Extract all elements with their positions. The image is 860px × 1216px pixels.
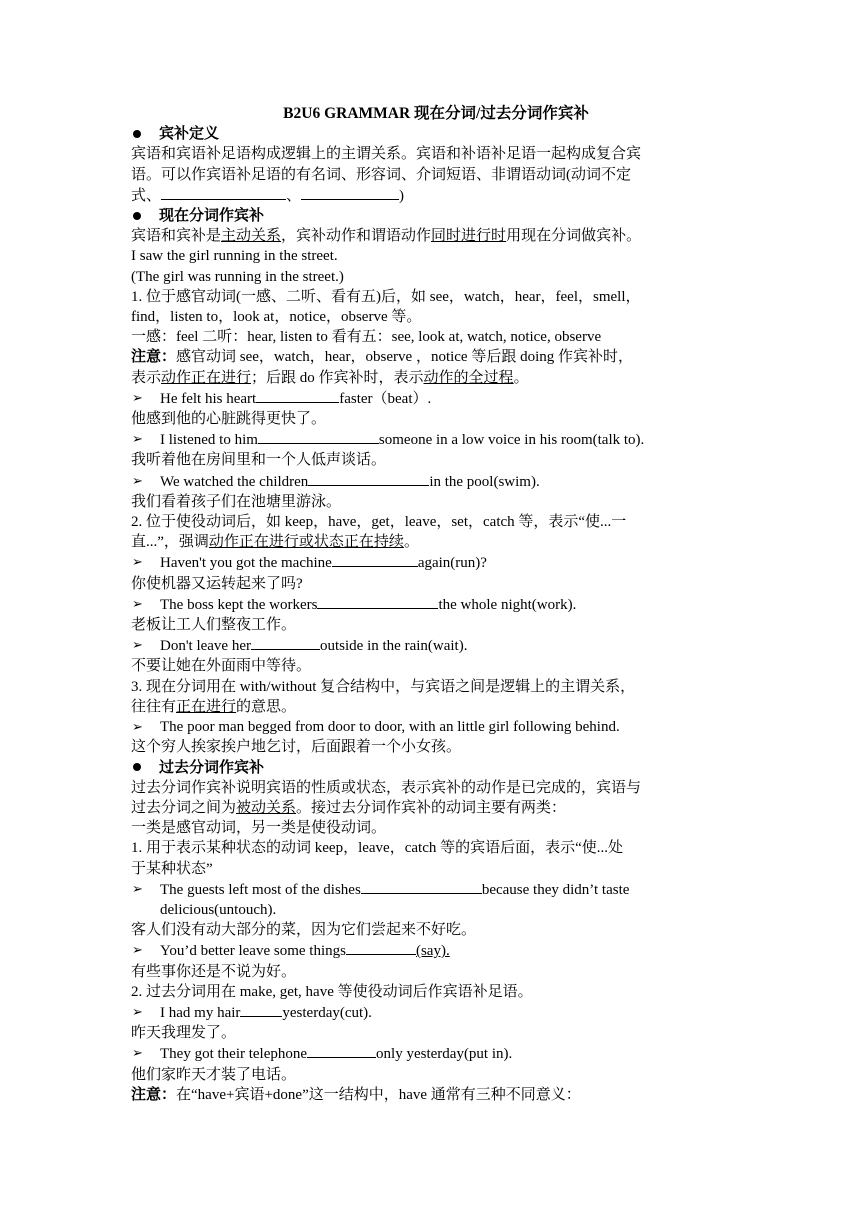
paragraph-line: 式、 、 ) bbox=[131, 185, 721, 206]
rule-line: 一感：feel 二听：hear, listen to 看有五：see, look at, watch, notice, observe bbox=[131, 329, 602, 346]
exercise-item: ➢ He felt his heart faster（beat）. bbox=[132, 389, 432, 407]
answer-blank[interactable] bbox=[361, 879, 482, 894]
rule-line: 2. 过去分词用在 make, get, have 等使役动词后作宾语补足语。 bbox=[131, 983, 533, 1000]
exercise-item: ➢ The boss kept the workers the whole night(work). bbox=[132, 595, 577, 613]
arrow-bullet-icon: ➢ bbox=[132, 595, 143, 611]
arrow-bullet-icon: ➢ bbox=[132, 880, 143, 896]
translation-line: 这个穷人挨家挨户地乞讨，后面跟着一个小女孩。 bbox=[131, 739, 462, 756]
exercise-item: ➢ I listened to him someone in a low voice in his room(talk to). bbox=[132, 431, 645, 449]
translation-line: 老板让工人们整夜工作。 bbox=[131, 617, 297, 634]
rule-line: 2. 位于使役动词后，如 keep，have，get，leave，set，catch 等，表示“使...一 bbox=[131, 514, 627, 531]
rule-line: 往往有正在进行的意思。 bbox=[131, 698, 297, 715]
answer-blank[interactable] bbox=[317, 594, 438, 609]
exercise-item-continuation: delicious(untouch). bbox=[160, 901, 277, 918]
answer-blank[interactable] bbox=[332, 552, 418, 567]
exercise-item: ➢ Haven't you got the machine again(run)? bbox=[132, 554, 487, 572]
bullet-icon bbox=[133, 212, 141, 220]
rule-line: 3. 现在分词用在 with/without 复合结构中，与宾语之间是逻辑上的主谓关系， bbox=[131, 678, 636, 695]
rule-line: 1. 用于表示某种状态的动词 keep，leave，catch 等的宾语后面，表示“使...处 bbox=[131, 840, 624, 857]
arrow-bullet-icon: ➢ bbox=[132, 1045, 143, 1061]
arrow-bullet-icon: ➢ bbox=[132, 637, 143, 653]
rule-line: find，listen to，look at，notice，observe 等。 bbox=[131, 309, 422, 326]
exercise-item: ➢ I had my hair yesterday(cut). bbox=[132, 1003, 372, 1021]
document-page bbox=[131, 104, 721, 1105]
translation-line: 我们看着孩子们在池塘里游泳。 bbox=[131, 493, 342, 510]
arrow-bullet-icon: ➢ bbox=[132, 389, 143, 405]
rule-line: 直...”，强调动作正在进行或状态正在持续。 bbox=[131, 534, 419, 551]
exercise-item: ➢ They got their telephone only yesterday(put in). bbox=[132, 1045, 513, 1063]
arrow-bullet-icon: ➢ bbox=[132, 719, 143, 735]
paragraph-line: 过去分词之间为被动关系。接过去分词作宾补的动词主要有两类： bbox=[131, 799, 567, 816]
section-heading-present-participle: 现在分词作宾补 bbox=[131, 206, 721, 226]
section-heading-definition: 宾补定义 bbox=[131, 124, 721, 144]
exercise-item: ➢ Don't leave her outside in the rain(wait). bbox=[132, 637, 468, 655]
section-heading-past-participle: 过去分词作宾补 bbox=[131, 758, 721, 778]
answer-blank[interactable] bbox=[346, 940, 416, 955]
bullet-icon bbox=[133, 130, 141, 138]
translation-line: 他感到他的心脏跳得更快了。 bbox=[131, 411, 327, 428]
translation-line: 有些事你还是不说为好。 bbox=[131, 963, 297, 980]
translation-line: 你使机器又运转起来了吗? bbox=[131, 575, 303, 592]
answer-blank[interactable] bbox=[251, 635, 320, 650]
answer-blank[interactable] bbox=[256, 388, 339, 403]
exercise-item: ➢ We watched the children in the pool(swim). bbox=[132, 472, 540, 490]
answer-blank[interactable] bbox=[240, 1002, 282, 1017]
answer-blank[interactable] bbox=[258, 429, 379, 444]
exercise-item: ➢ The poor man begged from door to door, with an little girl following behind. bbox=[131, 717, 721, 737]
arrow-bullet-icon: ➢ bbox=[132, 942, 143, 958]
translation-line: 客人们没有动大部分的菜，因为它们尝起来不好吃。 bbox=[131, 922, 477, 939]
arrow-bullet-icon: ➢ bbox=[132, 554, 143, 570]
exercise-item: ➢ The guests left most of the dishes because they didn’t taste bbox=[132, 880, 630, 898]
paragraph-line: 宾语和宾补是主动关系，宾补动作和谓语动作同时进行时用现在分词做宾补。 bbox=[131, 228, 642, 245]
note-line: 注意：在“have+宾语+done”这一结构中，have 通常有三种不同意义： bbox=[131, 1086, 581, 1103]
note-line: 表示动作正在进行；后跟 do 作宾补时，表示动作的全过程。 bbox=[131, 369, 529, 386]
example-sentence: I saw the girl running in the street. bbox=[131, 248, 338, 265]
translation-line: 昨天我理发了。 bbox=[131, 1025, 237, 1042]
translation-line: 不要让她在外面雨中等待。 bbox=[131, 658, 312, 675]
answer-blank[interactable] bbox=[161, 185, 286, 200]
arrow-bullet-icon: ➢ bbox=[132, 431, 143, 447]
answer-blank[interactable] bbox=[307, 1043, 376, 1058]
answer-blank[interactable] bbox=[301, 185, 399, 200]
translation-line: 我听着他在房间里和一个人低声谈话。 bbox=[131, 452, 387, 469]
translation-line: 他们家昨天才装了电话。 bbox=[131, 1066, 297, 1083]
bullet-icon bbox=[133, 763, 141, 771]
answer-blank[interactable] bbox=[308, 471, 429, 486]
rule-line: 1. 位于感官动词(一感、二听、看有五)后，如 see，watch，hear，feel，smell， bbox=[131, 288, 641, 305]
rule-line: 于某种状态” bbox=[131, 860, 213, 877]
arrow-bullet-icon: ➢ bbox=[132, 1003, 143, 1019]
paragraph-line: 宾语和宾语补足语构成逻辑上的主谓关系。宾语和补语补足语一起构成复合宾 bbox=[131, 146, 642, 163]
page-title: B2U6 GRAMMAR 现在分词/过去分词作宾补 bbox=[283, 105, 589, 122]
exercise-item: ➢ You’d better leave some things (say). bbox=[132, 942, 450, 960]
arrow-bullet-icon: ➢ bbox=[132, 472, 143, 488]
paragraph-line: 过去分词作宾补说明宾语的性质或状态，表示宾补的动作是已完成的，宾语与 bbox=[131, 779, 642, 796]
example-sentence: (The girl was running in the street.) bbox=[131, 268, 344, 285]
note-line: 注意：感官动词 see，watch，hear，observe ，notice 等后跟 doing 作宾补时， bbox=[131, 349, 634, 366]
paragraph-line: 一类是感官动词，另一类是使役动词。 bbox=[131, 820, 387, 837]
paragraph-line: 语。可以作宾语补足语的有名词、形容词、介词短语、非谓语动词(动词不定 bbox=[131, 166, 631, 183]
